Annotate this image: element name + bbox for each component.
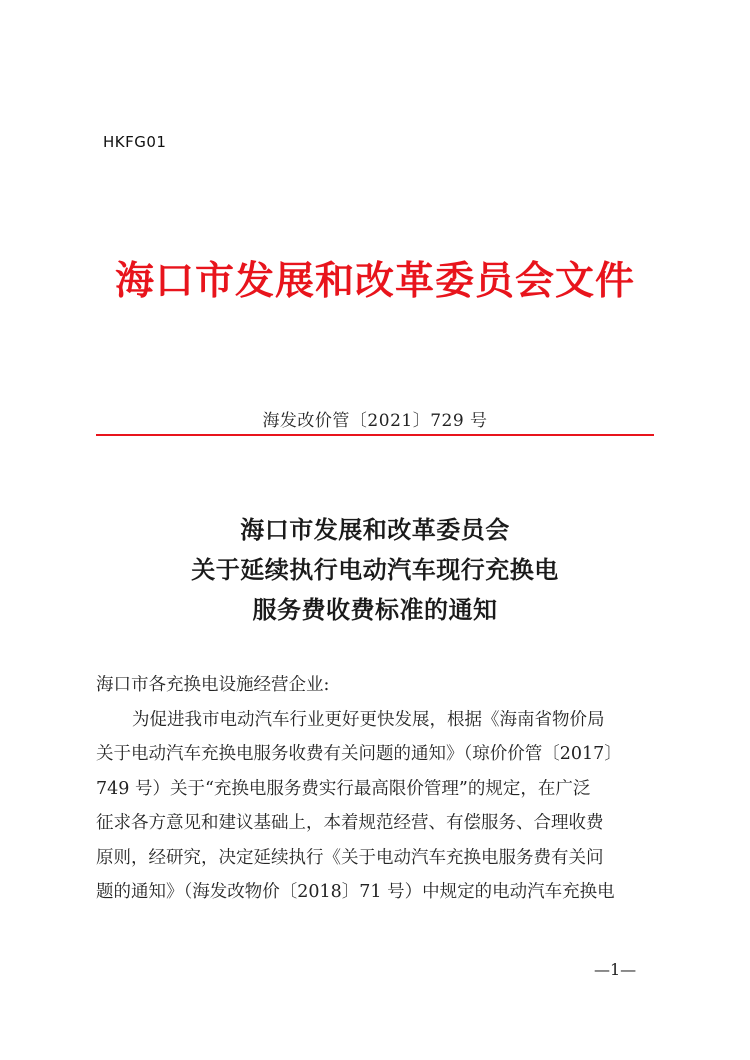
body-line: 征求各方意见和建议基础上，本着规范经营、有偿服务、合理收费 <box>96 813 604 833</box>
page-number: —1— <box>594 960 637 979</box>
document-number: 海发改价管〔2021〕729 号 <box>262 411 488 431</box>
body-line: 749 号）关于“充换电服务费实行最高限价管理”的规定，在广泛 <box>96 778 591 799</box>
issuing-organization-title: 海口市发展和改革委员会文件 <box>114 259 635 304</box>
body-line: 原则，经研究，决定延续执行《关于电动汽车充换电服务费有关问 <box>96 847 604 868</box>
notice-title-line: 海口市发展和改革委员会 <box>240 515 510 544</box>
body-text <box>96 668 654 910</box>
body-line: 为促进我市电动汽车行业更好更快发展，根据《海南省物价局 <box>132 709 605 730</box>
body-line: 关于电动汽车充换电服务收费有关问题的通知》（琼价价管〔2017〕 <box>96 744 622 764</box>
notice-title-line: 关于延续执行电动汽车现行充换电 <box>191 555 559 584</box>
document-code: HKFG01 <box>103 133 167 151</box>
notice-title-line: 服务费收费标准的通知 <box>252 595 498 624</box>
notice-title <box>0 510 750 630</box>
red-divider-line <box>96 434 654 436</box>
salutation: 海口市各充换电设施经营企业: <box>96 675 330 695</box>
body-line: 题的通知》（海发改物价〔2018〕71 号）中规定的电动汽车充换电 <box>96 882 615 902</box>
